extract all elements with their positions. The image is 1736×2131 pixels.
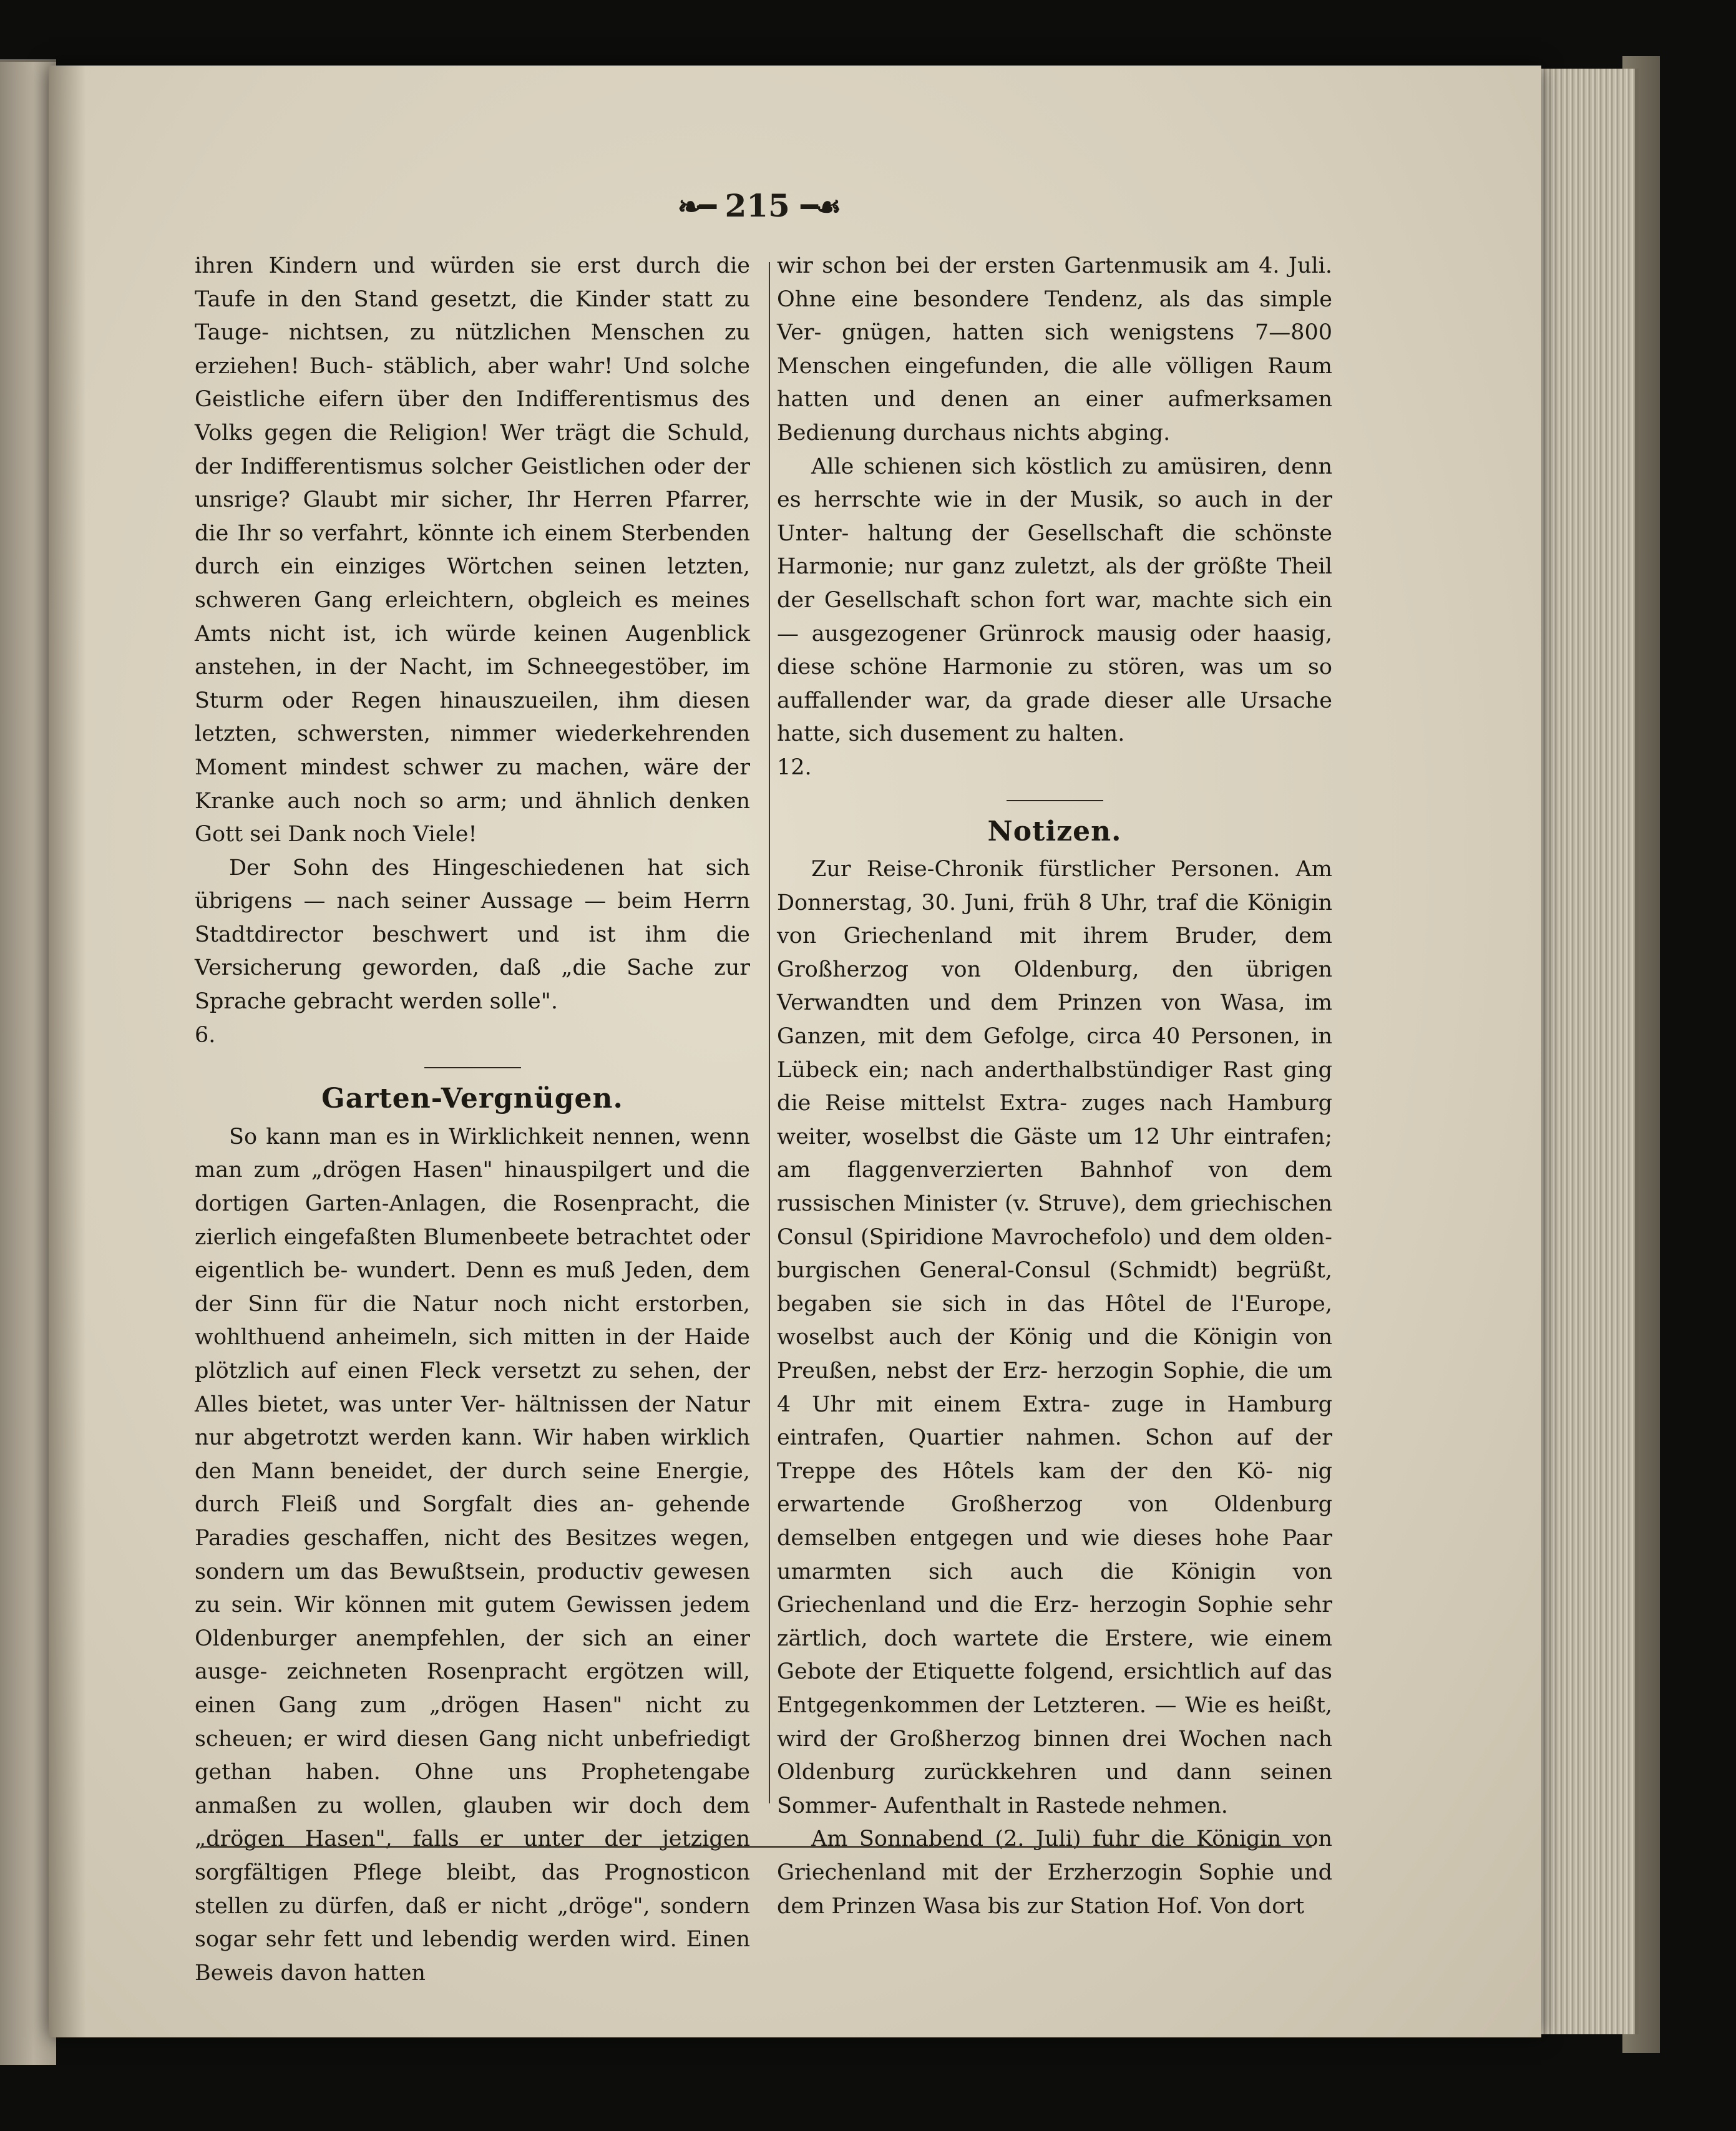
column-divider xyxy=(769,262,770,1803)
stacked-page-edges xyxy=(1535,69,1639,2034)
section-separator-left xyxy=(424,1067,521,1068)
notizen-paragraph-2: Am Sonnabend (2. Juli) fuhr die Königin von Griechenland mit der Erzherzogin Sophie und dem Prinzen Wasa bis zur Station Hof. Von dort xyxy=(777,1826,1332,1919)
ornament-left-icon: ❧━ xyxy=(677,190,714,223)
heading-garten-vergnuegen: Garten-Vergnügen. xyxy=(321,1083,623,1115)
left-paragraph-1: ihren Kindern und würden sie erst durch die Taufe in den Stand gesetzt, die Kinder statt zu Tauge- nichtsen, zu nützlichen Menschen zu erziehen! Buch- stäblich, aber wahr! Und solche Geistliche eifern über den Indifferentismus des Volks gegen die Religion! Wer trägt die Schuld, der Indifferentismus solcher Geistlichen oder der unsrige? Glaubt mir sicher, Ihr Herren Pfarrer, die Ihr so verfahrt, könnte ich einem Sterbenden durch ein einziges Wörtchen seinen letzten, schweren Gang erleichtern, obgleich es meines Amts nicht ist, ich würde keinen Augenblick anstehen, in der Nacht, im Schneegestöber, im Sturm oder Regen hinauszueilen, ihm diesen letzten, schwersten, nimmer wiederkehrenden Moment mindest schwer zu machen, wäre der Kranke auch noch so arm; und ähnlich denken Gott sei Dank noch Viele! xyxy=(195,253,750,847)
right-paragraph-2: Alle schienen sich köstlich zu amüsiren, denn es herrschte wie in der Musik, so auch in der Unter- haltung der Gesellschaft die schönste Harmonie; nur ganz zuletzt, als der größte Theil der Gesellschaft schon fort war, machte sich ein — ausgezogener Grünrock mausig oder haasig, diese schöne Harmonie zu stören, was um so auffallender war, da grade dieser alle Ursache hatte, sich dusement zu halten. xyxy=(777,454,1332,747)
spine-shadow xyxy=(49,66,86,2037)
ornament-right-icon: ━☙ xyxy=(801,190,839,223)
right-paragraph-1: wir schon bei der ersten Gartenmusik am 4. Juli. Ohne eine besondere Tendenz, als das simple Ver- gnügen, hatten sich wenigstens 7—800 Menschen eingefunden, die alle völligen Raum hatten und denen an einer aufmerksamen Bedienung durchaus nichts abging. xyxy=(777,253,1332,446)
previous-page-edge xyxy=(0,59,56,2065)
bottom-rule xyxy=(201,1846,1312,1848)
garden-paragraph: So kann man es in Wirklichkeit nennen, wenn man zum „drögen Hasen" hinauspilgert und die dortigen Garten-Anlagen, die Rosenpracht, die zierlich eingefaßten Blumenbeete betrachtet oder eigentlich be- wundert. Denn es muß Jeden, dem der Sinn für die Natur noch nicht erstorben, wohlthuend anheimeln, sich mitten in der Haide plötzlich auf einen Fleck versetzt zu sehen, der Alles bietet, was unter Ver- hältnissen der Natur nur abgetrotzt werden kann. Wir haben wirklich den Mann beneidet, der durch seine Energie, durch Fleiß und Sorgfalt dies an- gehende Paradies geschaffen, nicht des Besitzes wegen, sondern um das Bewußtsein, productiv gewesen zu sein. Wir können mit gutem Gewissen jedem Oldenburger anempfehlen, der sich an einer ausge- zeichneten Rosenpracht ergötzen will, einen Gang zum „drögen Hasen" nicht zu scheuen; er wird diesen Gang nicht unbefriedigt gethan haben. Ohne uns Prophetengabe anmaßen zu wollen, glauben wir doch dem „drögen Hasen", falls er unter der jetzigen sorgfältigen Pflege bleibt, das Prognosticon stellen zu dürfen, daß er nicht „dröge", sondern sogar sehr fett und lebendig werden wird. Einen Beweis davon hatten xyxy=(195,1124,750,1986)
page-header xyxy=(0,187,1516,224)
left-paragraph-2: Der Sohn des Hingeschiedenen hat sich übrigens — nach seiner Aussage — beim Herrn Stadtdirector beschwert und ist ihm die Versicherung geworden, daß „die Sache zur Sprache gebracht werden solle". xyxy=(195,855,750,1015)
page-number: 215 xyxy=(724,187,790,224)
right-signature: 12. xyxy=(777,754,812,780)
right-column xyxy=(777,250,1332,1923)
notizen-paragraph-1: Zur Reise-Chronik fürstlicher Personen. Am Donnerstag, 30. Juni, früh 8 Uhr, traf die Königin von Griechenland mit ihrem Bruder, dem Großherzog von Oldenburg, den übrigen Verwandten und dem Prinzen von Wasa, im Ganzen, mit dem Gefolge, circa 40 Personen, in Lübeck ein; nach anderthalbstündiger Rast ging die Reise mittelst Extra- zuges nach Hamburg weiter, woselbst die Gäste um 12 Uhr eintrafen; am flaggenverzierten Bahnhof von dem russischen Minister (v. Struve), dem griechischen Consul (Spiridione Mavrochefolo) und dem olden- burgischen General-Consul (Schmidt) begrüßt, begaben sie sich in das Hôtel de l'Europe, woselbst auch der König und die Königin von Preußen, nebst der Erz- herzogin Sophie, die um 4 Uhr mit einem Extra- zuge in Hamburg eintrafen, Quartier nahmen. Schon auf der Treppe des Hôtels kam der den Kö- nig erwartende Großherzog von Oldenburg demselben entgegen und wie dieses hohe Paar umarmten sich auch die Königin von Griechenland und die Erz- herzogin Sophie sehr zärtlich, doch wartete die Erstere, wie einem Gebote der Etiquette folgend, ersichtlich auf das Entgegenkommen der Letzteren. — Wie es heißt, wird der Großherzog binnen drei Wochen nach Oldenburg zurückkehren und dann seinen Sommer- Aufenthalt in Rastede nehmen. xyxy=(777,857,1332,1818)
section-separator-right xyxy=(1007,800,1103,801)
left-signature: 6. xyxy=(195,1022,216,1048)
heading-notizen: Notizen. xyxy=(987,815,1122,847)
left-column xyxy=(195,250,750,1990)
